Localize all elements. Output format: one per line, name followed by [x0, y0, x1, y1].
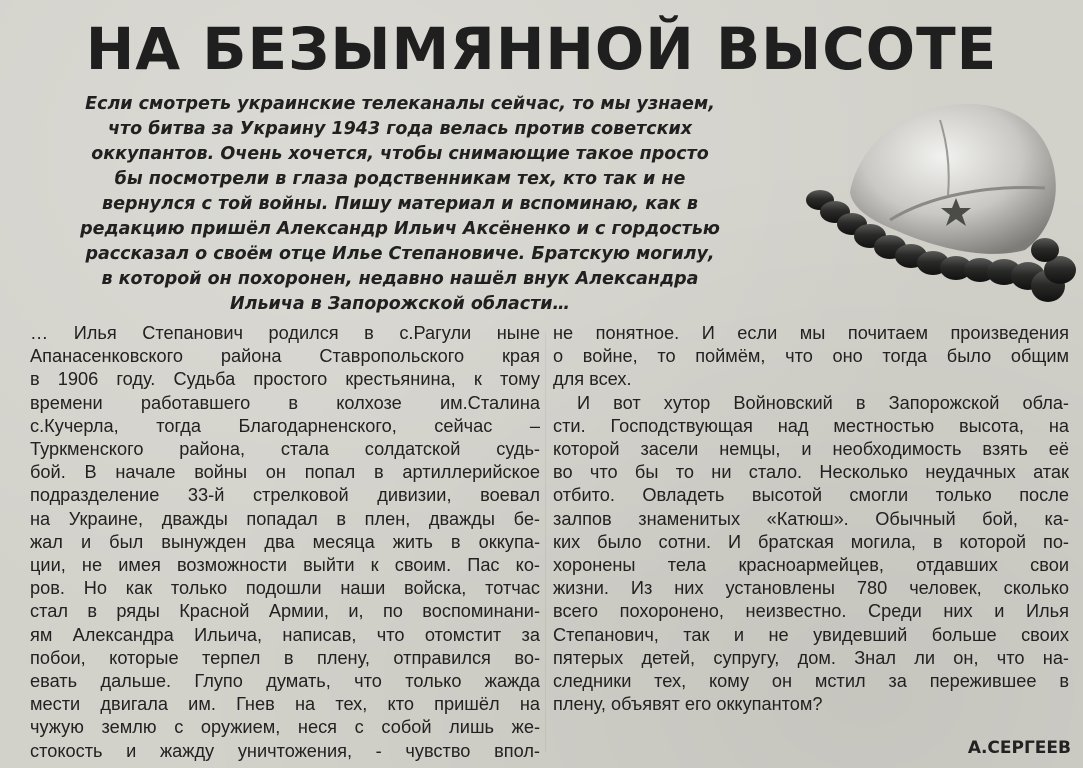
column-line: евать дальше. Глупо думать, что только жажда — [30, 671, 540, 692]
column-line: ции, не имея возможности выйти к своим. Пас ко- — [30, 555, 540, 576]
column-line: ям Александра Ильича, написав, что отомстит за — [30, 624, 540, 645]
column-divider — [545, 332, 546, 752]
column-line: для всех. — [553, 369, 632, 390]
lead-line: оккупантов. Очень хочется, чтобы снимающие такое просто — [91, 144, 709, 164]
column-line: … Илья Степанович родился в с.Рагули ныне — [30, 323, 540, 343]
column-line: хоронены тела красноармейцев, отдавших свои — [553, 555, 1069, 576]
lead-line: Ильича в Запорожской области… — [230, 294, 570, 314]
column-line: стал в ряды Красной Армии, и, по воспоминани- — [30, 601, 540, 622]
column-line: жизни. Из них установлены 780 человек, сколько — [553, 578, 1069, 599]
column-line: залпов знаменитых «Катюш». Обычный бой, ка- — [553, 508, 1069, 529]
lead-line: что битва за Украину 1943 года велась против советских — [107, 119, 693, 139]
column-line: чужую землю с оружием, неся с собой лишь же- — [30, 717, 540, 738]
column-line: о войне, то поймём, что оно тогда было общим — [553, 346, 1069, 367]
column-line: пятерых детей, супругу, дом. Знал ли он, что на- — [553, 647, 1069, 668]
column-line: следники тех, кому он мстил за пережившее в — [553, 671, 1069, 692]
lead-line: бы посмотрели в глаза родственникам тех, кто так и не — [114, 169, 686, 189]
lead-line: Если смотреть украинские телеканалы сейчас, то мы узнаем, — [85, 94, 715, 114]
column-line: во что бы то ни стало. Несколько неудачных атак — [553, 462, 1069, 483]
lead-line: редакцию пришёл Александр Ильич Аксёненко и с гордостью — [80, 219, 720, 239]
column-line: Степанович, так и не увидевший больше своих — [553, 624, 1069, 645]
article-lead — [10, 92, 790, 317]
column-line: жал и был вынужден два месяца жить в оккупа- — [30, 531, 540, 552]
column-line: не понятное. И если мы почитаем произведения — [553, 323, 1069, 343]
column-line: всего похоронено, неизвестно. Среди них и Илья — [553, 601, 1069, 622]
column-line: времени работавшего в колхозе им.Сталина — [30, 392, 540, 413]
article-column-right — [553, 322, 1069, 716]
lead-line: вернулся с той войны. Пишу материал и вспоминаю, как в — [102, 194, 698, 214]
column-line: ров. Но как только подошли наши войска, тотчас — [30, 578, 540, 599]
article-column-left — [30, 322, 540, 763]
article-headline: НА БЕЗЫМЯННОЙ ВЫСОТЕ — [85, 15, 998, 83]
column-line: мести двигала им. Гнев на тех, кто пришёл на — [30, 694, 540, 715]
lead-line: рассказал о своём отце Илье Степановиче. Братскую могилу, — [85, 244, 715, 264]
column-line: ких было сотни. И братская могила, в которой по- — [553, 531, 1069, 552]
column-line: на Украине, дважды попадал в плен, дважды бе- — [30, 508, 540, 529]
column-line: отбито. Овладеть высотой смогли только после — [553, 485, 1069, 506]
article-author: А.СЕРГЕЕВ — [967, 738, 1071, 758]
column-line: в 1906 году. Судьба простого крестьянина, к тому — [30, 369, 540, 390]
column-line: сти. Господствующая над местностью высота, на — [553, 415, 1069, 436]
column-line: побои, которые терпел в плену, отправился во- — [30, 647, 540, 668]
column-line: Апанасенковского района Ставропольского края — [30, 346, 540, 367]
soldier-cap-photo — [790, 100, 1080, 325]
column-line: Туркменского района, стала солдатской судь- — [30, 439, 540, 460]
column-line: которой засели немцы, и необходимость взять её — [553, 439, 1069, 460]
column-line: И вот хутор Войновский в Запорожской обла- — [577, 392, 1069, 413]
lead-line: в которой он похоронен, недавно нашёл внук Александра — [101, 269, 699, 289]
column-line: плену, объявят его оккупантом? — [553, 694, 823, 715]
column-line: стокость и жажду уничтожения, - чувство впол- — [30, 740, 540, 761]
column-line: с.Кучерла, тогда Благодарненского, сейчас – — [30, 415, 540, 436]
column-line: бой. В начале войны он попал в артиллерийское — [30, 462, 540, 483]
column-line: подразделение 33-й стрелковой дивизии, воевал — [30, 485, 540, 506]
